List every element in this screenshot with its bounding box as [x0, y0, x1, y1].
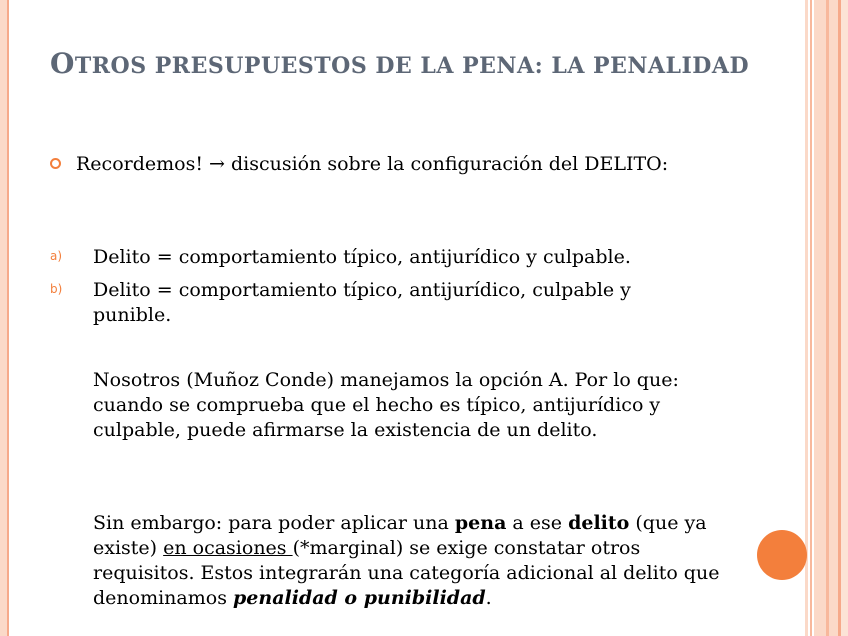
left-decor-stripe-inner — [7, 0, 9, 636]
right-decor-stripe — [805, 0, 808, 636]
title-rest: TROS PRESUPUESTOS DE LA PENA: LA PENALIDAD — [74, 53, 750, 79]
right-decor-stripe — [810, 0, 812, 636]
list-text: Delito = comportamiento típico, antijurídico y culpable. — [93, 246, 631, 268]
left-decor-stripe — [0, 0, 7, 636]
list-text: Delito = comportamiento típico, antijurídico, culpable y punible. — [93, 279, 631, 326]
para-text: Sin embargo: para poder aplicar una — [93, 512, 455, 534]
para-text: (que ya existe) — [93, 512, 707, 559]
para-text: . — [485, 587, 492, 609]
decorative-circle — [757, 530, 807, 580]
title-first-letter: O — [50, 47, 75, 80]
para-bold-italic: penalidad o punibilidad — [233, 587, 486, 609]
para-underlined: en ocasiones — [163, 537, 293, 559]
para-text: (*marginal) se exige constatar otros requisitos. Estos integrarán una categoría adicional al delito que denominamos — [93, 537, 720, 609]
slide-title — [50, 42, 750, 88]
para-bold-delito: delito — [568, 512, 630, 534]
list-marker: a) — [50, 249, 63, 263]
list-marker: b) — [50, 282, 63, 296]
right-decor-stripe — [814, 0, 826, 636]
paragraph-penalidad — [93, 511, 743, 611]
right-decor-stripe — [841, 0, 848, 636]
bullet-circle-icon — [50, 158, 61, 169]
para-bold-pena: pena — [454, 512, 507, 534]
para-text: a ese — [506, 512, 569, 534]
right-decor-stripe — [829, 0, 838, 636]
paragraph-option-a: Nosotros (Muñoz Conde) manejamos la opción A. Por lo que: cuando se comprueba que el hecho es típico, antijurídico y culpable, puede afirmarse la existencia de un delito. — [93, 369, 679, 441]
bullet-text: Recordemos! → discusión sobre la configuración del DELITO: — [76, 153, 669, 175]
